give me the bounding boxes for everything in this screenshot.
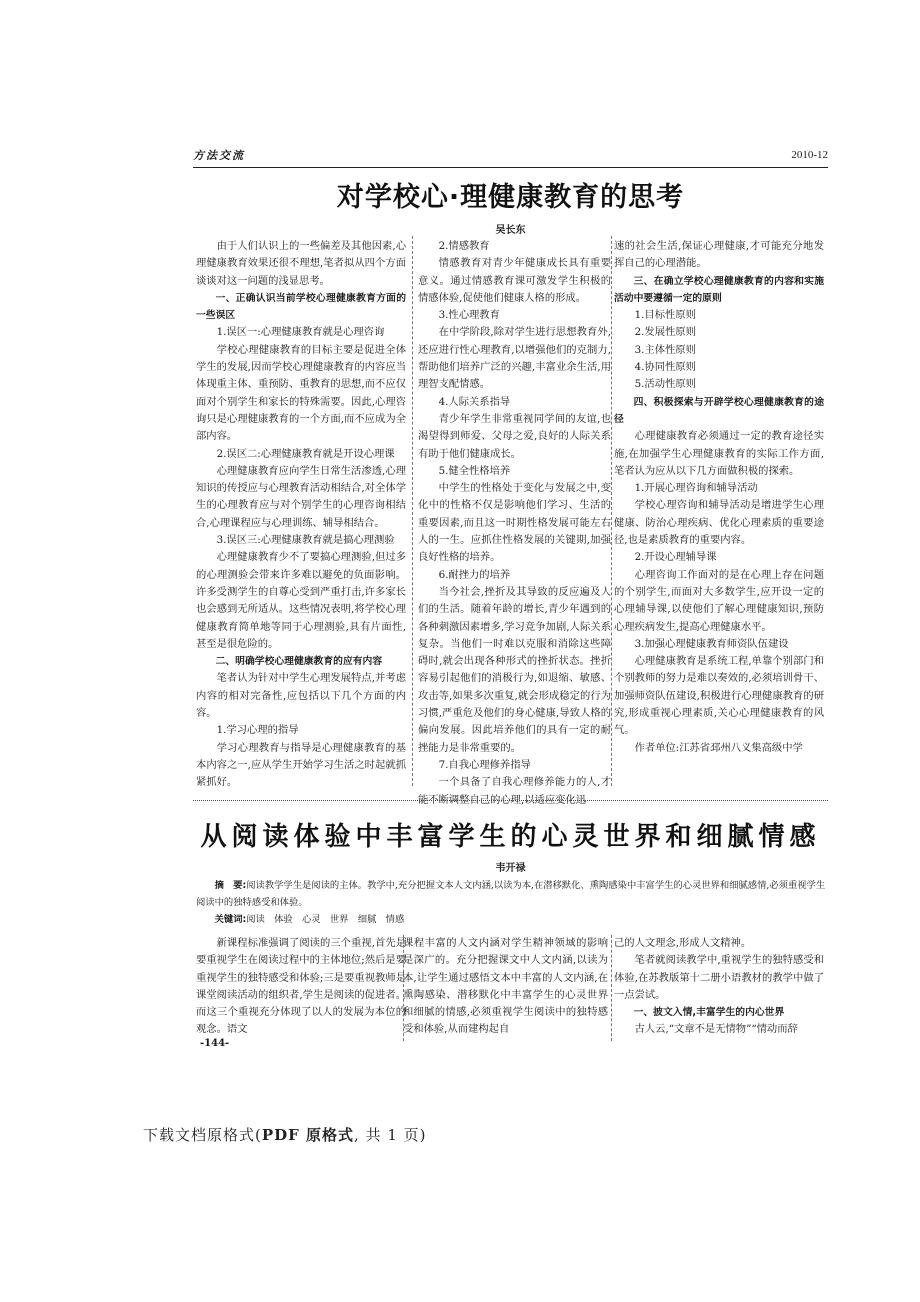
subheading: 7.自我心理修养指导 — [438, 758, 531, 771]
article2-column-1 — [196, 935, 406, 1039]
article1-column-1 — [196, 238, 406, 792]
column-divider — [412, 236, 413, 786]
paragraph: 学校心理健康教育的目标主要是促进全体学生的发展,因而学校心理健康教育的内容应当体现重主体、重预防、重教育的思想,而不应仅面对个别学生和家长的特殊需要。因此,心理咨询只是心理健康教育的一个方面,而不应成为全部内容。 — [196, 343, 406, 443]
subheading: 6.耐挫力的培养 — [438, 568, 511, 581]
paragraph: 当今社会,挫折及其导致的反应遍及人们的生活。随着年龄的增长,青少年遇到的各种刺激因素增多,学习竞争加剧,人际关系复杂。当他们一时难以克服和消除这些障碍时,就会出现各种形式的挫折状态。挫折容易引起他们的消极行为,如退缩、敏感、攻击等,如果多次重复,就会形成稳定的行为习惯,严重危及他们的身心健康,导致人格的偏向发展。因此培养他们的具有一定的耐挫能力是非常重要的。 — [418, 585, 611, 754]
paragraph: 学习心理教育与指导是心理健康教育的基本内容之一,应从学生开始学习生活之时起就抓紧抓好。 — [196, 741, 406, 789]
column-divider — [611, 236, 612, 786]
subheading: 3.主体性原则 — [634, 343, 696, 356]
article2-abstract — [196, 877, 826, 928]
paragraph: 心理健康教育应向学生日常生活渗透,心理知识的传授应与心理教育活动相结合,对全体学生的心理教育应与对个别学生的心理咨询相结合,心理课程应与心理训练、辅导相结合。 — [196, 464, 406, 529]
keywords-text: 阅读 体验 心灵 世界 细腻 情感 — [246, 914, 405, 925]
subheading: 4.人际关系指导 — [438, 395, 511, 408]
section-heading: 二、明确学校心理健康教育的应有内容 — [215, 656, 383, 668]
paragraph: 心理健康教育是系统工程,单靠个别部门和个别教师的努力是难以奏效的,必须培训骨干、加强师资队伍建设,积极进行心理健康教育的研究,形成重视心理素质,关心心理健康教育的风气。 — [614, 655, 824, 737]
paragraph: 学校心理咨询和辅导活动是增进学生心理健康、防治心理疾病、优化心理素质的重要途径,也是素质教育的重要内容。 — [614, 499, 824, 547]
issue-number: 2010-12 — [791, 149, 828, 161]
paragraph: 中学生的性格处于变化与发展之中,变化中的性格不仅是影响他们学习、生活的重要因素,而且这一时期性格发展可能左右人的一生。应抓住性格发展的关键期,加强良好性格的培养。 — [418, 482, 611, 564]
subheading: 1.误区一:心理健康教育就是心理咨询 — [216, 326, 385, 339]
article1-author: 吴长东 — [495, 225, 526, 236]
subheading: 3.性心理教育 — [438, 309, 500, 322]
subheading: 1.开展心理咨询和辅导活动 — [634, 482, 758, 495]
subheading: 3.误区三:心理健康教育就是搞心理测验 — [216, 534, 395, 547]
paragraph: 心理健康教育必须通过一定的教育途径实施,在加强学生心理健康教育的实际工作方面,笔者认为应从以下几方面做积极的探索。 — [614, 430, 824, 477]
abstract-label: 摘 要: — [214, 880, 247, 891]
section-heading: 一、披文入情,丰富学生的内心世界 — [633, 1007, 785, 1019]
subheading: 2.发展性原则 — [634, 326, 696, 339]
article2-column-2 — [403, 935, 608, 1039]
subheading: 5.活动性原则 — [634, 378, 696, 391]
article2-title: 从阅读体验中丰富学生的心灵世界和细腻情感 — [200, 822, 821, 852]
paragraph: 己的人文理念,形成人文精神。 — [614, 937, 752, 949]
download-suffix: , 共 1 页) — [354, 1126, 427, 1144]
article1-title: 对学校心·理健康教育的思考 — [336, 182, 685, 213]
article1-column-2 — [418, 238, 611, 809]
paragraph: 新课程标准强调了阅读的三个重视,首先是要重视学生在阅读过程中的主体地位;然后是要重视学生的独特感受和体验;三是要重视教师是课堂阅读活动的组织者,学生是阅读的促进者。而这三个重视充分体现了以人的发展为本位的观念。语文 — [196, 937, 406, 1036]
paragraph: 笔者认为针对中学生心理发展特点,并考虑内容的相对完备性,应包括以下几个方面的内容。 — [196, 672, 406, 720]
download-original-link[interactable] — [143, 1124, 427, 1145]
article2-column-3 — [614, 935, 824, 1039]
paragraph: 古人云,“文章不是无情物”“情动而辞 — [634, 1023, 798, 1036]
paragraph: 作者单位:江苏省邳州八义集高级中学 — [634, 741, 803, 754]
paragraph: 心理咨询工作面对的是在心理上存在问题的个别学生,而面对大多数学生,应开设一定的心理辅导课,以使他们了解心理健康知识,预防心理疾病发生,提高心理健康水平。 — [614, 568, 824, 633]
section-heading: 一、正确认识当前学校心理健康教育方面的一些误区 — [196, 292, 406, 322]
article-separator — [193, 800, 828, 801]
subheading: 5.健全性格培养 — [438, 464, 511, 477]
article2-author: 韦开禄 — [495, 863, 526, 874]
subheading: 2.情感教育 — [438, 240, 490, 252]
subheading: 2.误区二:心理健康教育就是开设心理课 — [216, 447, 395, 460]
subheading: 1.学习心理的指导 — [216, 724, 299, 737]
paragraph: 青少年学生非常重视同学间的友谊,也渴望得到师爱、父母之爱,良好的人际关系有助于他们健康成长。 — [418, 412, 611, 460]
keywords-label: 关键词: — [214, 914, 247, 925]
abstract-text: 阅读教学学生是阅读的主体。教学中,充分把握文本人文内涵,以读为本,在潜移默化、熏陶感染中丰富学生的心灵世界和细腻感情,必须重视学生阅读中的独特感受和体验。 — [196, 880, 826, 908]
paragraph: 速的社会生活,保证心理健康,才可能充分地发挥自己的心理潜能。 — [614, 240, 824, 270]
subheading: 3.加强心理健康教育师资队伍建设 — [634, 637, 789, 650]
subheading: 4.协同性原则 — [634, 361, 696, 374]
paragraph: 由于人们认识上的一些偏差及其他因素,心理健康教育效果还很不理想,笔者拟从四个方面谈谈对这一问题的浅显思考。 — [196, 240, 406, 287]
paragraph: 课程丰富的人文内涵对学生精神领域的影响是深广的。充分把握课文中人文内涵,以读为本,让学生通过感悟文本中丰富的人文内涵,在熏陶感染、潜移默化中丰富学生的心灵世界和细腻的情感,必须重视学生阅读中的独特感受和体验,从而建构起自 — [403, 937, 608, 1036]
paragraph: 笔者就阅读教学中,重视学生的独特感受和体验,在苏教版第十二册小语教材的教学中做了一点尝试。 — [614, 954, 824, 1001]
paragraph: 在中学阶段,除对学生进行思想教育外,还应进行性心理教育,以增强他们的克制力,帮助他们培养广泛的兴趣,丰富业余生活,用理智支配情感。 — [418, 326, 611, 391]
section-heading: 四、积极探索与开辟学校心理健康教育的途径 — [614, 396, 824, 425]
download-format: PDF 原格式 — [261, 1126, 355, 1144]
download-prefix: 下载文档原格式( — [143, 1126, 262, 1144]
running-header — [193, 147, 828, 168]
article1-column-3 — [614, 238, 824, 757]
subheading: 2.开设心理辅导课 — [634, 551, 717, 564]
page-number: -144- — [200, 1038, 230, 1049]
paragraph: 情感教育对青少年健康成长具有重要意义。通过情感教育课可激发学生积极的情感体验,促使他们健康人格的形成。 — [418, 257, 611, 304]
section-heading: 三、在确立学校心理健康教育的内容和实施活动中要遵循一定的原则 — [614, 275, 824, 304]
paragraph: 一个具备了自我心理修养能力的人,才能不断调整自己的心理,以适应变化迅 — [418, 776, 611, 806]
column-divider — [611, 935, 612, 1041]
section-label: 方法交流 — [193, 149, 245, 162]
subheading: 1.目标性原则 — [634, 309, 696, 322]
paragraph: 心理健康教育少不了要搞心理测验,但过多的心理测验会带来许多难以避免的负面影响。许多受测学生的自尊心受到严重打击,许多家长也会感到无所适从。这些情况表明,将学校心理健康教育简单地等同于心理测验,具有片面性,甚至是很危险的。 — [196, 551, 406, 650]
